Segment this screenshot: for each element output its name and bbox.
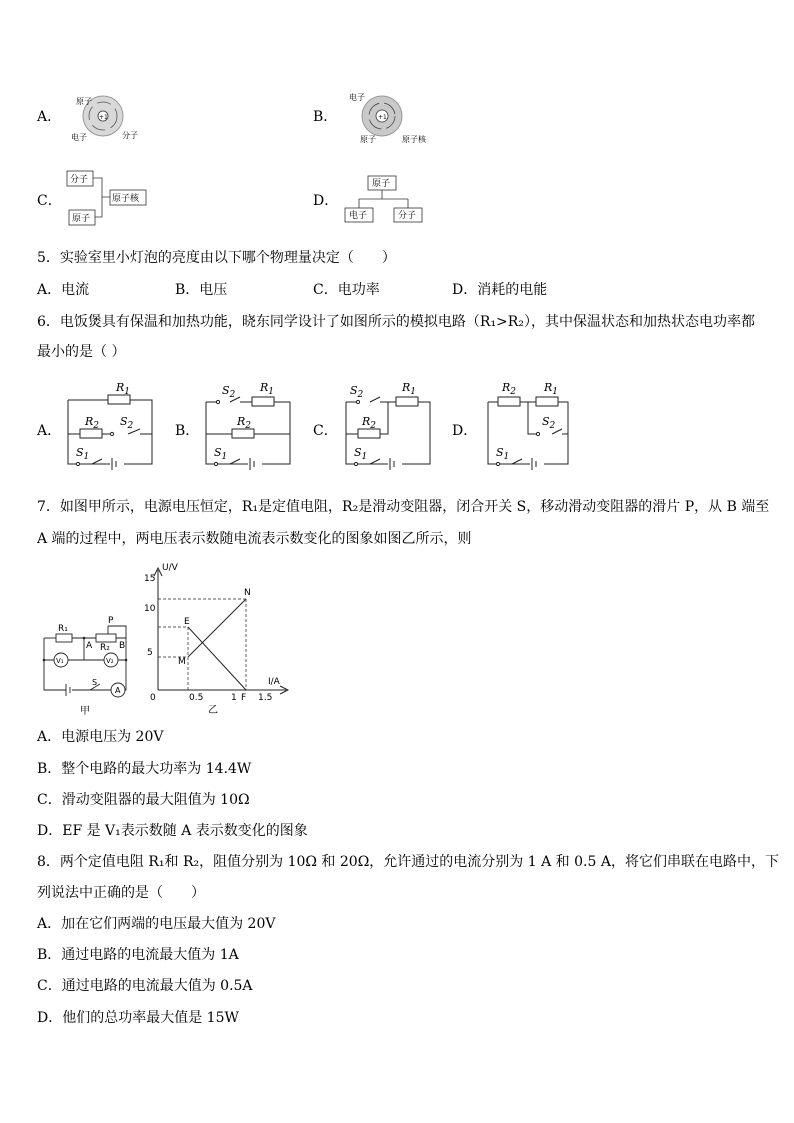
q6-stem-line2: 最小的是（ ） bbox=[37, 344, 126, 360]
svg-text:V₂: V₂ bbox=[106, 657, 114, 665]
q4-option-b-letter: B． bbox=[313, 109, 338, 125]
q7-option-c: C．滑动变阻器的最大阻值为 10Ω bbox=[37, 792, 250, 808]
caption-yi: 乙 bbox=[208, 705, 218, 716]
svg-text:S2: $S_2$ bbox=[350, 384, 364, 400]
q4-option-c-letter: C． bbox=[37, 193, 62, 209]
q4-option-d-figure bbox=[340, 172, 430, 228]
svg-text:S2: $S_2$ bbox=[542, 415, 556, 431]
svg-text:S1: $S_1$ bbox=[496, 446, 510, 462]
q5-option-b: B．电压 bbox=[175, 282, 228, 298]
svg-text:R₁: R₁ bbox=[58, 624, 68, 634]
svg-text:R2: $R_2$ bbox=[237, 415, 252, 431]
q8-option-c: C．通过电路的电流最大值为 0.5A bbox=[37, 978, 253, 994]
q7-option-b: B．整个电路的最大功率为 14.4W bbox=[37, 761, 252, 777]
svg-text:R1: $R_1$ bbox=[116, 381, 131, 397]
q6-circuit-b bbox=[198, 378, 298, 470]
svg-text:S1: $S_1$ bbox=[354, 446, 368, 462]
q4-option-c-figure bbox=[64, 168, 154, 230]
q7-figure-jia bbox=[38, 612, 138, 717]
q7-figure-yi bbox=[140, 560, 292, 718]
x-axis-label: I/A bbox=[268, 677, 280, 687]
q6-option-b-letter: B． bbox=[175, 423, 200, 439]
svg-text:R₂: R₂ bbox=[100, 643, 110, 653]
svg-text:15: 15 bbox=[144, 574, 156, 584]
q4-option-b-figure bbox=[346, 90, 436, 146]
line-mn bbox=[188, 599, 246, 657]
svg-text:R1: $R_1$ bbox=[544, 381, 559, 397]
svg-text:A: A bbox=[115, 686, 121, 695]
svg-text:S2: $S_2$ bbox=[120, 415, 134, 431]
q8-option-a: A．加在它们两端的电压最大值为 20V bbox=[37, 916, 276, 932]
svg-text:1.5: 1.5 bbox=[258, 693, 273, 703]
label-electron: 电子 bbox=[71, 133, 87, 142]
label-atom: 原子 bbox=[76, 97, 92, 106]
box-atom: 原子 bbox=[72, 214, 91, 224]
q4-option-a-letter: A． bbox=[37, 109, 62, 125]
point-n-label: N bbox=[244, 588, 251, 598]
q8-stem-line2: 列说法中正确的是（ ） bbox=[37, 885, 205, 901]
svg-text:R2: $R_2$ bbox=[502, 381, 517, 397]
q7-option-d: D．EF 是 V₁表示数随 A 表示数变化的图象 bbox=[37, 823, 308, 839]
box-molecule: 分子 bbox=[70, 175, 89, 185]
svg-text:R1: $R_1$ bbox=[260, 381, 275, 397]
box-nucleus: 原子核 bbox=[112, 194, 140, 204]
q5-stem: 5．实验室里小灯泡的亮度由以下哪个物理量决定（ ） bbox=[37, 250, 396, 266]
svg-text:R2: $R_2$ bbox=[362, 415, 377, 431]
box-atom: 原子 bbox=[372, 179, 391, 189]
svg-text:B: B bbox=[119, 641, 126, 651]
svg-text:S: S bbox=[92, 678, 98, 687]
line-ef bbox=[188, 627, 246, 690]
q6-stem-line1: 6．电饭煲具有保温和加热功能，晓东同学设计了如图所示的模拟电路（R₁>R₂），其中保温状态和加热状态电功率都 bbox=[37, 314, 755, 330]
svg-text:A: A bbox=[86, 641, 93, 651]
svg-text:R1: $R_1$ bbox=[402, 381, 417, 397]
q5-option-a: A．电流 bbox=[37, 282, 90, 298]
q5-option-d: D．消耗的电能 bbox=[452, 282, 548, 298]
q7-option-a: A．电源电压为 20V bbox=[37, 729, 164, 745]
point-f-label: F bbox=[241, 693, 247, 703]
q8-option-b: B．通过电路的电流最大值为 1A bbox=[37, 947, 239, 963]
svg-text:P: P bbox=[108, 616, 114, 626]
q8-stem-line1: 8．两个定值电阻 R₁和 R₂，阻值分别为 10Ω 和 20Ω，允许通过的电流分别为 1 A 和 0.5 A，将它们串联在电路中，下 bbox=[37, 854, 779, 870]
svg-text:0: 0 bbox=[150, 693, 156, 703]
q6-option-d-letter: D． bbox=[452, 423, 478, 439]
q8-option-d: D．他们的总功率最大值是 15W bbox=[37, 1010, 239, 1026]
label-nucleus: 原子核 bbox=[402, 135, 426, 144]
box-molecule: 分子 bbox=[398, 211, 417, 221]
q7-stem-line1: 7．如图甲所示，电源电压恒定，R₁是定值电阻，R₂是滑动变阻器，闭合开关 S，移动滑动变阻器的滑片 P，从 B 端至 bbox=[37, 499, 770, 515]
svg-text:5: 5 bbox=[147, 648, 153, 658]
q6-option-c-letter: C． bbox=[313, 423, 338, 439]
svg-text:R2: $R_2$ bbox=[85, 415, 100, 431]
svg-text:V₁: V₁ bbox=[56, 657, 64, 665]
charge-label: +1 bbox=[378, 114, 387, 121]
q6-circuit-d bbox=[480, 378, 580, 470]
q6-option-a-letter: A． bbox=[37, 423, 62, 439]
label-electron: 电子 bbox=[349, 93, 365, 102]
point-m-label: M bbox=[178, 657, 186, 667]
y-axis bbox=[154, 568, 162, 690]
svg-text:S2: $S_2$ bbox=[222, 384, 236, 400]
label-atom: 原子 bbox=[360, 135, 376, 144]
label-molecule: 分子 bbox=[122, 131, 138, 140]
q4-option-d-letter: D． bbox=[313, 193, 339, 209]
q7-stem-line2: A 端的过程中，两电压表示数随电流表示数变化的图象如图乙所示，则 bbox=[37, 531, 472, 547]
svg-text:10: 10 bbox=[144, 604, 156, 614]
q4-option-a-figure bbox=[70, 90, 150, 146]
svg-text:0.5: 0.5 bbox=[189, 693, 204, 703]
y-axis-label: U/V bbox=[162, 563, 178, 573]
q5-option-c: C．电功率 bbox=[313, 282, 380, 298]
box-electron: 电子 bbox=[349, 211, 368, 221]
q6-circuit-c bbox=[338, 378, 438, 470]
point-e-label: E bbox=[184, 617, 190, 627]
svg-text:S1: $S_1$ bbox=[76, 446, 90, 462]
q6-circuit-a bbox=[60, 378, 160, 470]
svg-text:1: 1 bbox=[231, 693, 237, 703]
svg-text:S1: $S_1$ bbox=[214, 446, 228, 462]
charge-label: +1 bbox=[99, 114, 108, 121]
caption-jia: 甲 bbox=[80, 706, 90, 717]
